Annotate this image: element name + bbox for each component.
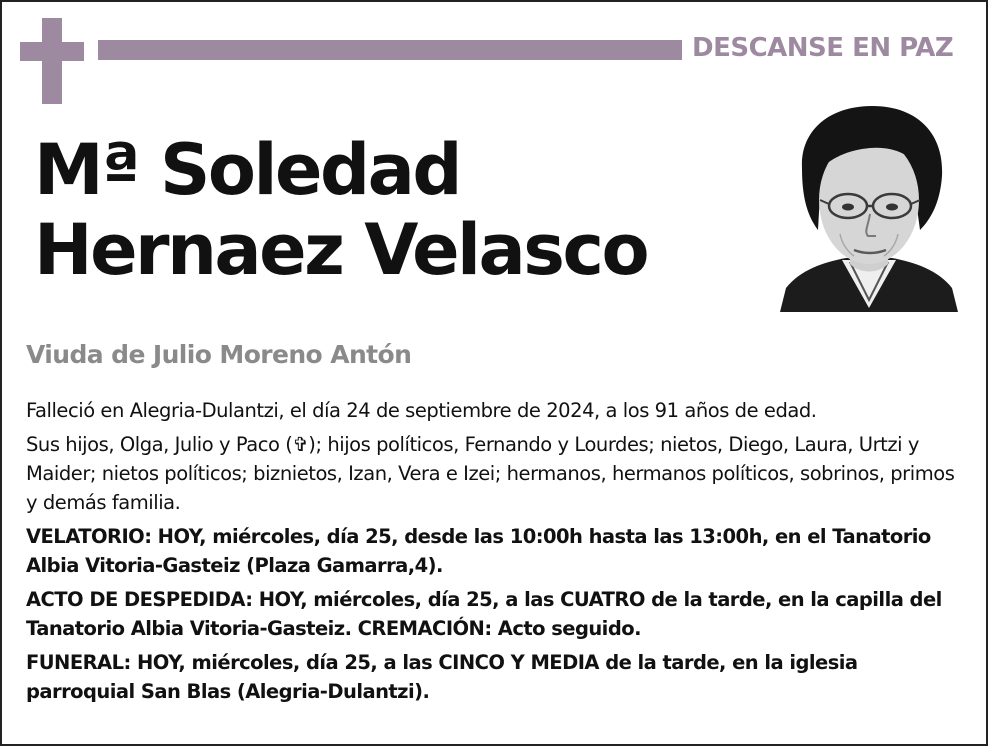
notice-body [26, 396, 966, 711]
latin-cross-icon [20, 18, 84, 104]
deceased-name [34, 130, 647, 290]
farewell-details: ACTO DE DESPEDIDA: HOY, miércoles, día 25, a las CUATRO de la tarde, en la capilla del Tanatorio Albia Vitoria-Gasteiz. CREMACIÓN: Acto seguido. [26, 588, 942, 640]
widow-subtitle: Viuda de Julio Moreno Antón [26, 340, 412, 369]
portrait-photo [780, 102, 958, 312]
deceased-name-line1: Mª Soledad [34, 129, 460, 211]
family-list: Sus hijos, Olga, Julio y Paco (✞); hijos políticos, Fernando y Lourdes; nietos, Diego, Laura, Urtzi y Maider; nietos políticos; biznietos, Izan, Vera e Izei; hermanos, hermanos políticos, sobrinos, primos y demás familia. [26, 433, 955, 514]
wake-details: VELATORIO: HOY, miércoles, día 25, desde las 10:00h hasta las 13:00h, en el Tanatorio Albia Vitoria-Gasteiz (Plaza Gamarra,4). [26, 525, 931, 577]
header-divider-bar [98, 40, 682, 60]
deceased-name-line2: Hernaez Velasco [34, 209, 648, 291]
header-title: DESCANSE EN PAZ [692, 33, 954, 63]
death-announcement: Falleció en Alegria-Dulantzi, el día 24 de septiembre de 2024, a los 91 años de edad. [26, 399, 817, 422]
funeral-details: FUNERAL: HOY, miércoles, día 25, a las CINCO Y MEDIA de la tarde, en la iglesia parroquial San Blas (Alegria-Dulantzi). [26, 651, 858, 703]
